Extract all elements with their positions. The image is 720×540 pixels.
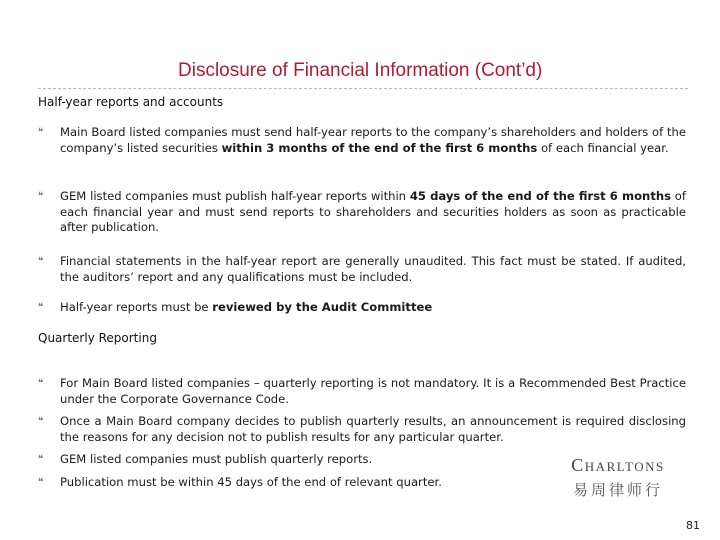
bullet-text: Financial statements in the half-year report are generally unaudited. This fact must be stated. If audited, the auditors’ report and any qualifications must be included. (60, 254, 686, 284)
bullet-mark-icon: ❝ (38, 256, 44, 267)
bullet-mark-icon: ❝ (38, 191, 44, 202)
quarterly-bullet-1 (38, 376, 686, 407)
half-year-bullet-3 (38, 254, 686, 285)
bullet-text: Once a Main Board company decides to publish quarterly results, an announcement is required disclosing the reasons for any decision not to publish results for any particular quarter. (60, 414, 686, 444)
title-divider (38, 88, 688, 89)
bullet-mark-icon: ❝ (38, 378, 44, 389)
bullet-text: For Main Board listed companies – quarterly reporting is not mandatory. It is a Recommended Best Practice under the Corporate Governance Code. (60, 376, 686, 406)
charltons-logo (556, 455, 680, 500)
quarterly-bullet-4 (38, 475, 538, 491)
bullet-text: GEM listed companies must publish quarterly reports. (60, 452, 373, 466)
bullet-mark-icon: ❝ (38, 454, 44, 465)
half-year-heading: Half-year reports and accounts (38, 95, 224, 109)
slide-title: Disclosure of Financial Information (Cont’d) (178, 60, 543, 81)
bullet-mark-icon: ❝ (38, 477, 44, 488)
bullet-text: GEM listed companies must publish half-year reports within 45 days of the end of the first 6 months of each financial year and must send reports to shareholders and securities holders as soon as practicable after publication. (60, 189, 686, 235)
quarterly-heading: Quarterly Reporting (38, 331, 157, 345)
logo-chinese-name: 易周律师行 (572, 481, 663, 499)
bullet-text: Main Board listed companies must send half-year reports to the company’s shareholders and holders of the company’s listed securities within 3 months of the end of the first 6 months of each financial year. (60, 125, 686, 155)
bullet-mark-icon: ❝ (38, 302, 44, 313)
bullet-mark-icon: ❝ (38, 127, 44, 138)
quarterly-bullet-2 (38, 414, 686, 445)
logo-name: Charltons (571, 455, 665, 475)
quarterly-bullet-3 (38, 452, 538, 468)
page-number: 81 (686, 519, 700, 532)
bullet-text: Half-year reports must be reviewed by the Audit Committee (60, 300, 433, 314)
half-year-bullet-2 (38, 189, 686, 236)
half-year-bullet-1 (38, 125, 686, 156)
bullet-mark-icon: ❝ (38, 416, 44, 427)
half-year-bullet-4 (38, 300, 686, 316)
bullet-text: Publication must be within 45 days of the end of relevant quarter. (60, 475, 442, 489)
